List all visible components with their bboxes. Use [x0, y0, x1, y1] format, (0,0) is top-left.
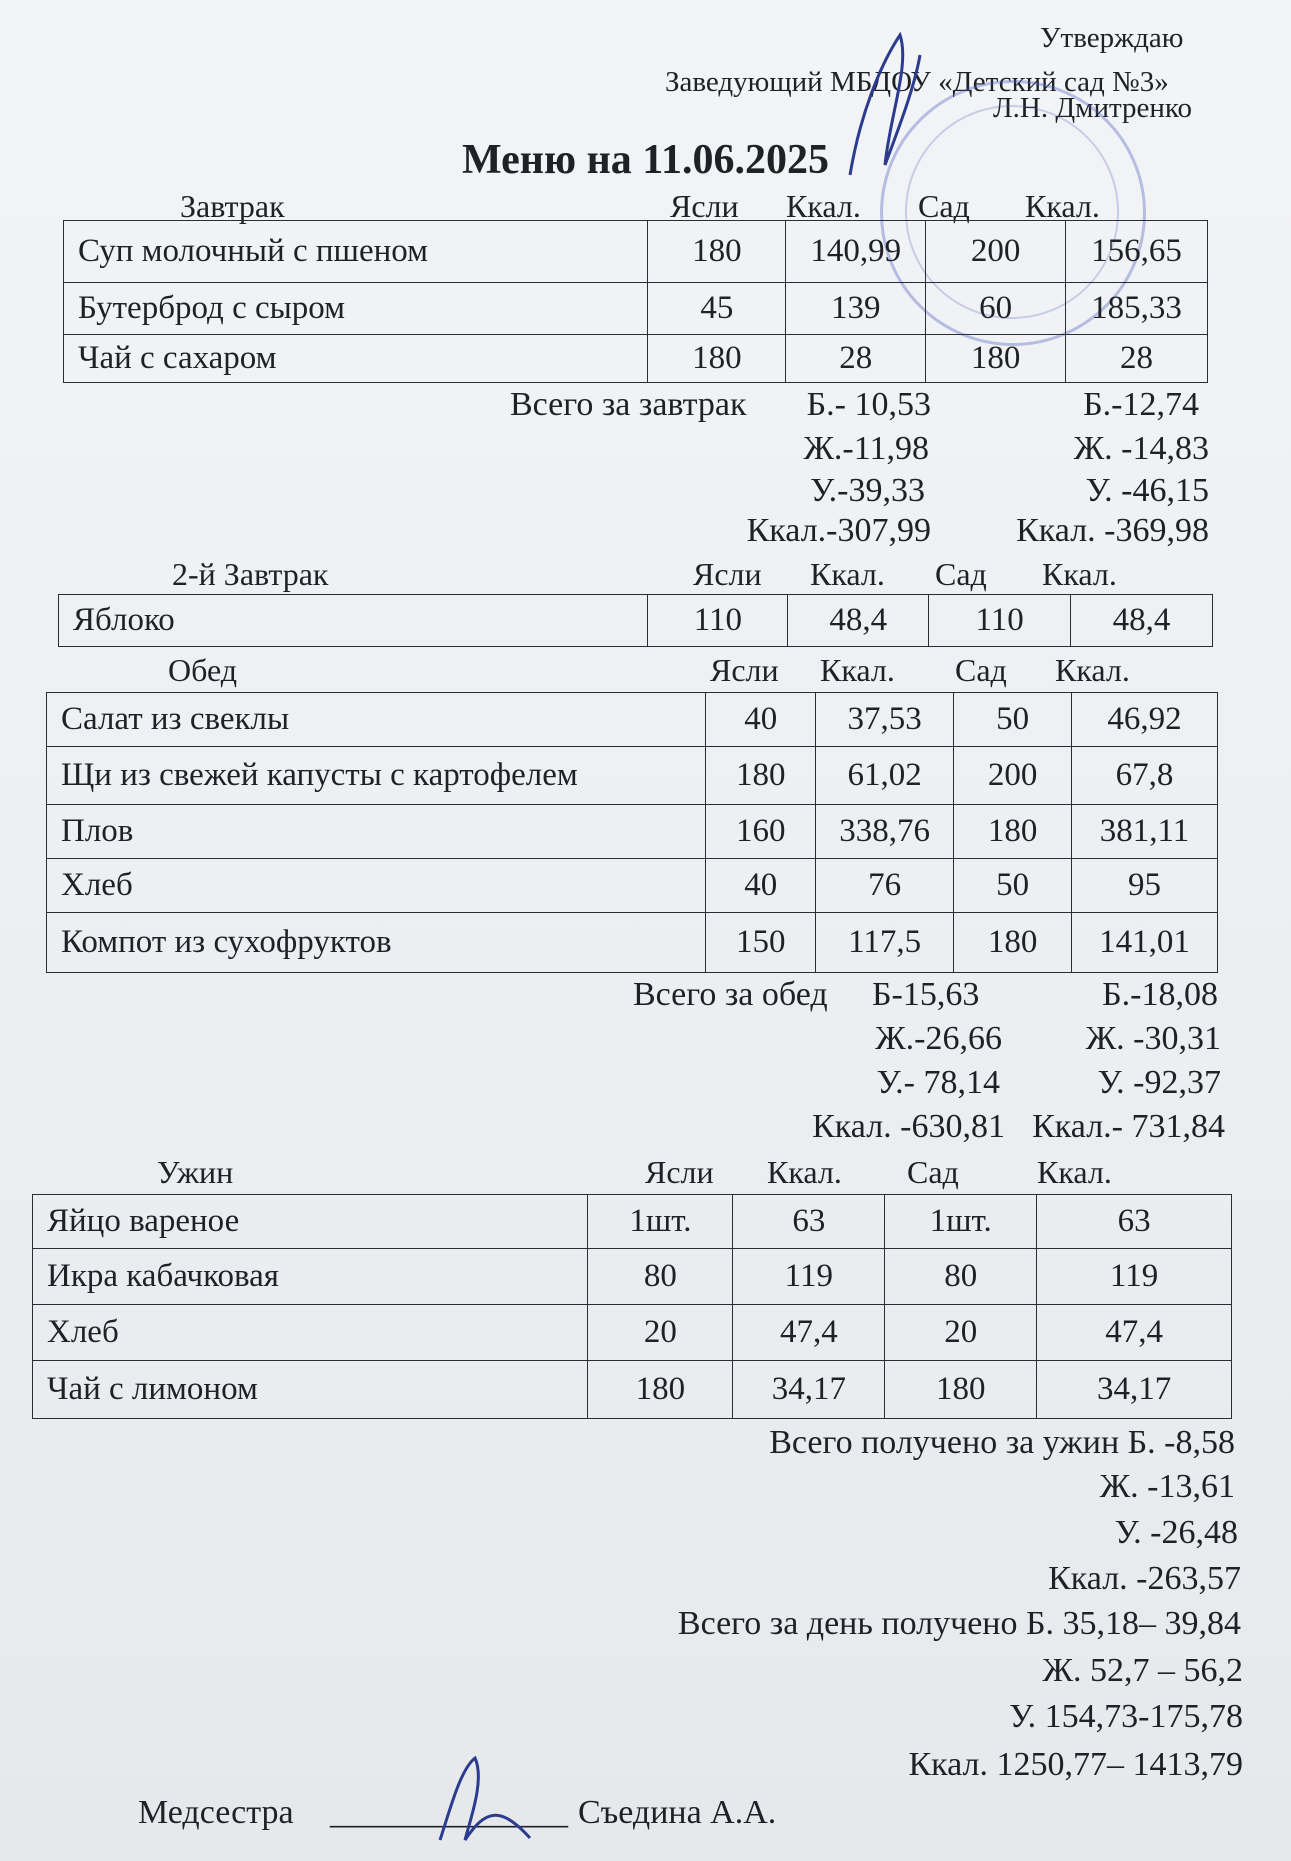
breakfast-total-garden: Ж. -14,83 [1073, 430, 1209, 467]
dish-name: Компот из сухофруктов [47, 913, 706, 973]
signature-blank: ______________ [330, 1794, 568, 1831]
garden-kcal: 46,92 [1072, 693, 1218, 747]
dinner-heading: Ужин [157, 1154, 234, 1190]
dinner-total: У. -26,48 [1114, 1514, 1238, 1551]
breakfast-total-nursery: У.-39,33 [810, 472, 925, 509]
nursery-portion: 80 [588, 1249, 733, 1305]
nursery-kcal: 63 [733, 1195, 885, 1249]
nursery-portion: 20 [588, 1305, 733, 1361]
lunch-total-label: Всего за обед [633, 976, 828, 1013]
lunch-total-nursery: У.- 78,14 [876, 1064, 1000, 1101]
dish-name: Бутерброд с сыром [64, 283, 648, 335]
lunch-total-nursery: Ж.-26,66 [875, 1020, 1002, 1057]
garden-portion: 200 [954, 747, 1072, 805]
nursery-kcal: 61,02 [816, 747, 954, 805]
garden-portion: 60 [926, 283, 1066, 335]
lunch-table [46, 692, 1218, 973]
breakfast-table [63, 220, 1208, 383]
nursery-kcal: 48,4 [788, 595, 929, 647]
table-row [64, 283, 1208, 335]
garden-kcal: 156,65 [1066, 221, 1208, 283]
breakfast-total-garden: У. -46,15 [1085, 472, 1209, 509]
table-row [47, 747, 1218, 805]
breakfast-total-nursery: Ж.-11,98 [803, 430, 929, 467]
garden-portion: 180 [954, 805, 1072, 859]
table-row [47, 859, 1218, 913]
dish-name: Хлеб [33, 1305, 588, 1361]
garden-kcal: 185,33 [1066, 283, 1208, 335]
approval-position: Заведующий МБДОУ «Детский сад №3» [665, 66, 1169, 98]
table-row [33, 1249, 1232, 1305]
dish-name: Яблоко [59, 595, 648, 647]
breakfast-total-label: Всего за завтрак [510, 386, 747, 423]
col-kcal: Ккал. [1037, 1154, 1112, 1190]
nursery-kcal: 47,4 [733, 1305, 885, 1361]
nursery-portion: 160 [706, 805, 816, 859]
signature-role: Медсестра [138, 1794, 294, 1831]
dinner-total: Ккал. -263,57 [1048, 1560, 1241, 1597]
nursery-portion: 40 [706, 859, 816, 913]
garden-portion: 20 [885, 1305, 1037, 1361]
col-kcal: Ккал. [820, 652, 895, 688]
dinner-table [32, 1194, 1232, 1419]
col-kcal: Ккал. [1025, 188, 1100, 224]
garden-kcal: 63 [1037, 1195, 1232, 1249]
breakfast-total-nursery: Ккал.-307,99 [746, 512, 931, 549]
nursery-portion: 180 [648, 335, 786, 383]
dinner-total: Ж. -13,61 [1099, 1468, 1235, 1505]
col-nursery: Ясли [710, 652, 779, 688]
table-row [47, 693, 1218, 747]
col-nursery: Ясли [645, 1154, 714, 1190]
dish-name: Чай с сахаром [64, 335, 648, 383]
table-row [47, 805, 1218, 859]
garden-portion: 80 [885, 1249, 1037, 1305]
col-kcal: Ккал. [786, 188, 861, 224]
nursery-kcal: 117,5 [816, 913, 954, 973]
garden-portion: 50 [954, 693, 1072, 747]
garden-portion: 50 [954, 859, 1072, 913]
garden-kcal: 48,4 [1071, 595, 1213, 647]
second-breakfast-heading: 2-й Завтрак [172, 556, 329, 592]
col-garden: Сад [935, 556, 987, 592]
lunch-header [0, 652, 1291, 692]
nursery-portion: 180 [706, 747, 816, 805]
approval-word: Утверждаю [1040, 22, 1184, 54]
nursery-kcal: 119 [733, 1249, 885, 1305]
table-row [33, 1305, 1232, 1361]
garden-kcal: 119 [1037, 1249, 1232, 1305]
lunch-total-garden: У. -92,37 [1097, 1064, 1221, 1101]
nursery-portion: 110 [648, 595, 788, 647]
nursery-portion: 45 [648, 283, 786, 335]
dinner-header [0, 1154, 1291, 1194]
garden-kcal: 47,4 [1037, 1305, 1232, 1361]
garden-portion: 1шт. [885, 1195, 1037, 1249]
garden-kcal: 67,8 [1072, 747, 1218, 805]
nursery-kcal: 76 [816, 859, 954, 913]
col-kcal: Ккал. [767, 1154, 842, 1190]
day-total: У. 154,73-175,78 [1009, 1698, 1243, 1735]
col-kcal: Ккал. [1055, 652, 1130, 688]
day-total: Ж. 52,7 – 56,2 [1042, 1652, 1243, 1689]
col-garden: Сад [907, 1154, 959, 1190]
nursery-portion: 40 [706, 693, 816, 747]
day-total: Всего за день получено Б. 35,18– 39,84 [677, 1605, 1241, 1642]
table-row [33, 1195, 1232, 1249]
lunch-heading: Обед [168, 652, 238, 688]
garden-kcal: 34,17 [1037, 1361, 1232, 1419]
table-row [33, 1361, 1232, 1419]
nursery-portion: 150 [706, 913, 816, 973]
table-row [64, 335, 1208, 383]
second-breakfast-header [0, 556, 1291, 596]
lunch-total-nursery: Ккал. -630,81 [812, 1108, 1005, 1145]
lunch-total-garden: Ж. -30,31 [1085, 1020, 1221, 1057]
table-row [59, 595, 1213, 647]
dish-name: Икра кабачковая [33, 1249, 588, 1305]
lunch-total-garden: Б.-18,08 [1102, 976, 1218, 1013]
page-title: Меню на 11.06.2025 [462, 137, 829, 183]
col-garden: Сад [955, 652, 1007, 688]
approval-head-name: Л.Н. Дмитренко [993, 92, 1193, 124]
garden-portion: 110 [929, 595, 1071, 647]
garden-portion: 200 [926, 221, 1066, 283]
col-garden: Сад [918, 188, 970, 224]
garden-portion: 180 [926, 335, 1066, 383]
dish-name: Яйцо вареное [33, 1195, 588, 1249]
col-nursery: Ясли [693, 556, 762, 592]
nursery-portion: 1шт. [588, 1195, 733, 1249]
garden-kcal: 141,01 [1072, 913, 1218, 973]
nursery-kcal: 140,99 [786, 221, 926, 283]
garden-kcal: 95 [1072, 859, 1218, 913]
nursery-kcal: 139 [786, 283, 926, 335]
breakfast-total-garden: Ккал. -369,98 [1016, 512, 1209, 549]
dish-name: Салат из свеклы [47, 693, 706, 747]
col-kcal: Ккал. [1042, 556, 1117, 592]
nurse-signature-mark [430, 1750, 540, 1850]
breakfast-total-nursery: Б.- 10,53 [806, 386, 931, 423]
col-kcal: Ккал. [810, 556, 885, 592]
day-total: Ккал. 1250,77– 1413,79 [908, 1746, 1243, 1783]
dish-name: Суп молочный с пшеном [64, 221, 648, 283]
dish-name: Чай с лимоном [33, 1361, 588, 1419]
lunch-total-nursery: Б-15,63 [872, 976, 980, 1013]
garden-kcal: 381,11 [1072, 805, 1218, 859]
lunch-total-garden: Ккал.- 731,84 [1032, 1108, 1225, 1145]
nursery-portion: 180 [588, 1361, 733, 1419]
dish-name: Плов [47, 805, 706, 859]
second-breakfast-table [58, 594, 1213, 647]
table-row [47, 913, 1218, 973]
nursery-kcal: 34,17 [733, 1361, 885, 1419]
nursery-portion: 180 [648, 221, 786, 283]
signature-name: Съедина А.А. [578, 1794, 777, 1831]
breakfast-total-garden: Б.-12,74 [1083, 386, 1199, 423]
breakfast-heading: Завтрак [180, 188, 285, 224]
nursery-kcal: 37,53 [816, 693, 954, 747]
garden-kcal: 28 [1066, 335, 1208, 383]
dinner-total: Всего получено за ужин Б. -8,58 [769, 1424, 1235, 1461]
dish-name: Хлеб [47, 859, 706, 913]
garden-portion: 180 [954, 913, 1072, 973]
col-nursery: Ясли [670, 188, 739, 224]
table-row [64, 221, 1208, 283]
nursery-kcal: 28 [786, 335, 926, 383]
dish-name: Щи из свежей капусты с картофелем [47, 747, 706, 805]
nursery-kcal: 338,76 [816, 805, 954, 859]
garden-portion: 180 [885, 1361, 1037, 1419]
